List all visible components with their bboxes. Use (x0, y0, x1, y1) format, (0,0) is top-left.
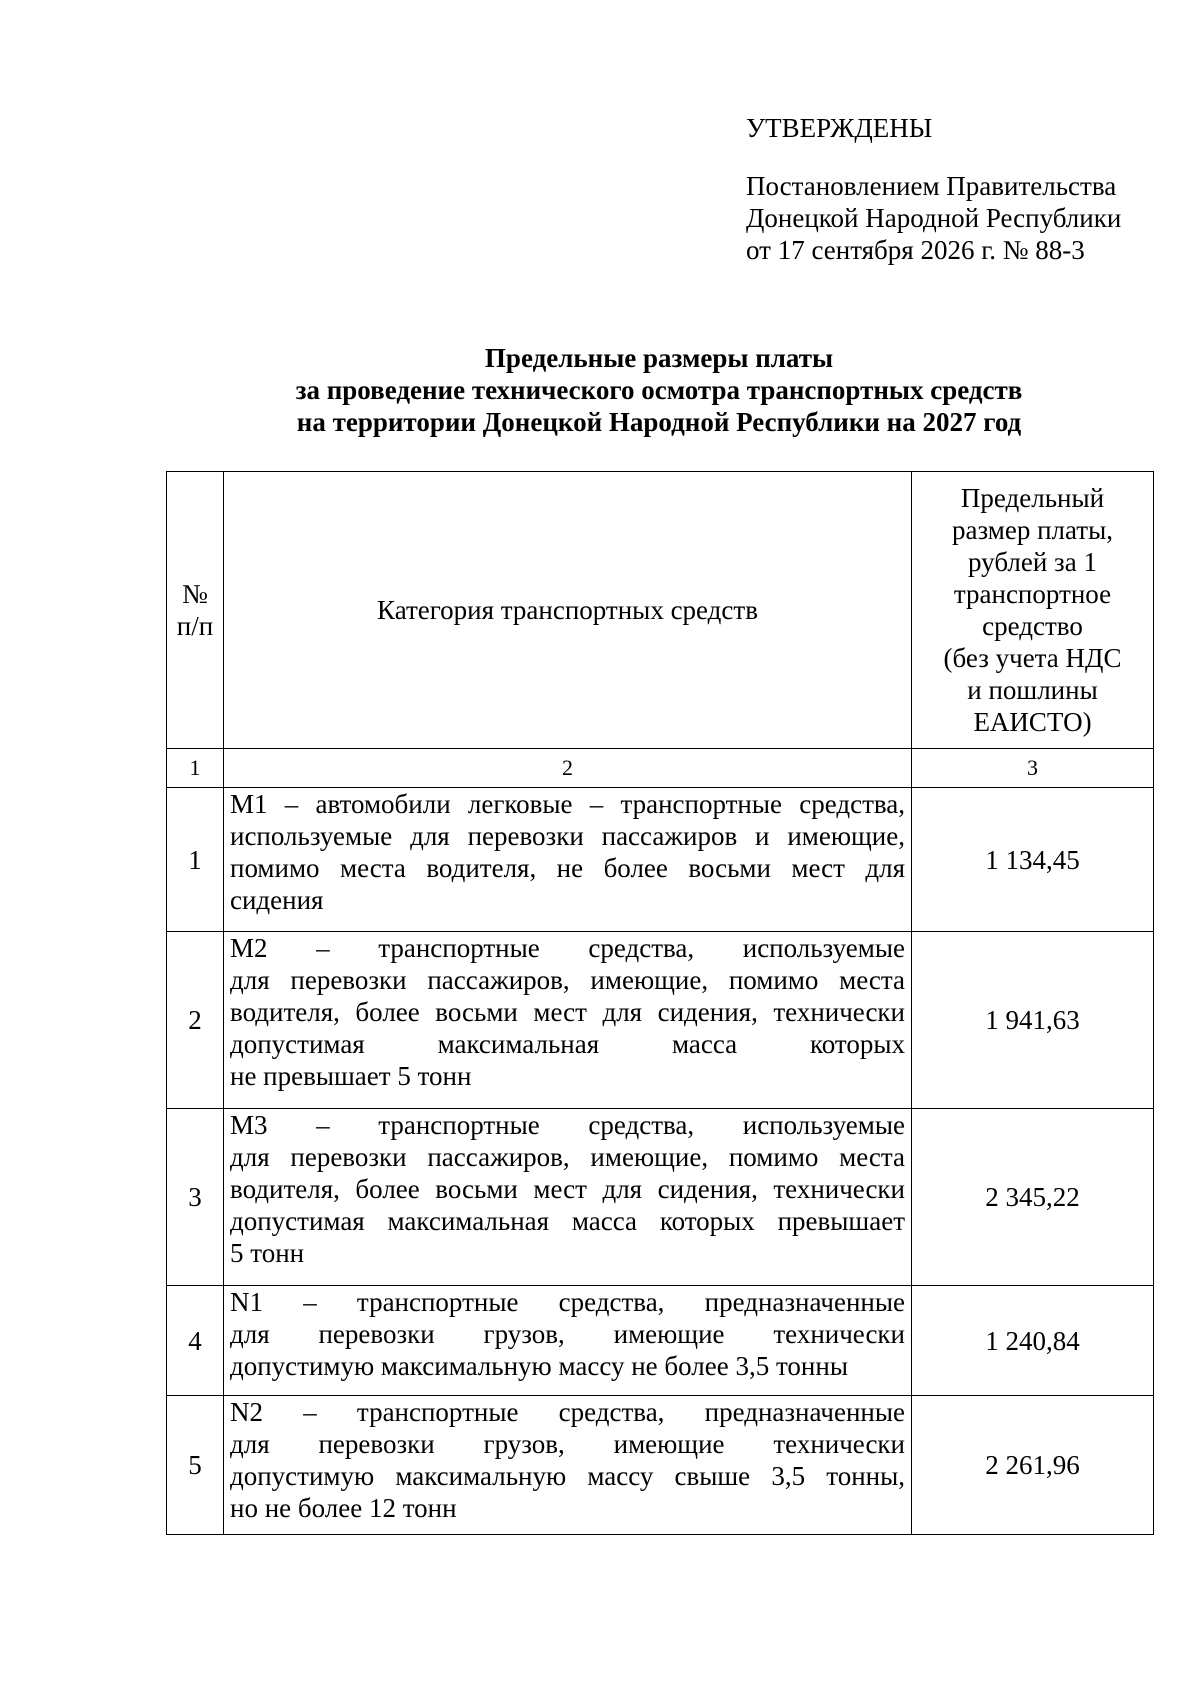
category-line: для перевозки пассажиров, имеющие, помимо места (230, 1142, 905, 1172)
table-row (167, 1286, 1154, 1396)
row-fee: 1 941,63 (912, 932, 1154, 1109)
header-fee-line: Предельный (960, 483, 1105, 513)
header-fee-line: средство (982, 611, 1083, 641)
category-line: допустимую максимальную массу свыше 3,5 тонны, (230, 1461, 905, 1491)
category-line: M1 – автомобили легковые – транспортные средства, (230, 789, 905, 819)
row-category (224, 788, 912, 932)
header-fee-line: рублей за 1 (968, 547, 1097, 577)
row-fee: 1 240,84 (912, 1286, 1154, 1396)
header-fee (912, 472, 1154, 749)
header-number-symbol: № (182, 579, 208, 609)
row-number: 2 (167, 932, 224, 1109)
header-number-abbr: п/п (176, 611, 214, 641)
header-fee-line: транспортное (953, 579, 1112, 609)
row-number: 5 (167, 1396, 224, 1535)
table-row (167, 1396, 1154, 1535)
column-index-cell: 2 (224, 749, 912, 788)
column-index-cell: 1 (167, 749, 224, 788)
category-line: M3 – транспортные средства, используемые (230, 1110, 905, 1140)
category-line: допустимую максимальную массу не более 3,5 тонны (230, 1351, 848, 1381)
category-line: 5 тонн (230, 1238, 305, 1268)
header-category: Категория транспортных средств (224, 472, 912, 749)
category-line: водителя, более восьми мест для сидения, технически (230, 997, 905, 1027)
row-fee: 1 134,45 (912, 788, 1154, 932)
document-title (166, 342, 1152, 438)
header-fee-line: (без учета НДС (943, 643, 1122, 673)
header-fee-line: и пошлины (967, 675, 1098, 705)
title-line-1: Предельные размеры платы (484, 343, 834, 373)
row-category (224, 1286, 912, 1396)
category-line: водителя, более восьми мест для сидения, технически (230, 1174, 905, 1204)
table-row (167, 788, 1154, 932)
row-fee: 2 261,96 (912, 1396, 1154, 1535)
row-fee: 2 345,22 (912, 1109, 1154, 1286)
category-line: допустимая максимальная масса которых (230, 1029, 905, 1059)
category-line: помимо места водителя, не более восьми мест для (230, 853, 905, 883)
category-line: N1 – транспортные средства, предназначенные (230, 1287, 905, 1317)
row-number: 3 (167, 1109, 224, 1286)
row-category (224, 1109, 912, 1286)
category-line: для перевозки грузов, имеющие технически (230, 1319, 905, 1349)
category-line: N2 – транспортные средства, предназначенные (230, 1397, 905, 1427)
table-row (167, 932, 1154, 1109)
row-category (224, 1396, 912, 1535)
header-fee-line: ЕАИСТО) (973, 707, 1092, 737)
approved-label: УТВЕРЖДЕНЫ (746, 113, 933, 143)
title-line-3: на территории Донецкой Народной Республики на 2027 год (296, 407, 1022, 437)
row-category (224, 932, 912, 1109)
header-number (167, 472, 224, 749)
fees-table (166, 471, 1154, 1535)
category-line: сидения (230, 885, 324, 915)
table-header-row (167, 472, 1154, 749)
category-line: допустимая максимальная масса которых превышает (230, 1206, 905, 1236)
approval-line-3: от 17 сентября 2026 г. № 88-3 (746, 235, 1085, 265)
category-line: но не более 12 тонн (230, 1493, 457, 1523)
row-number: 4 (167, 1286, 224, 1396)
approval-line-2: Донецкой Народной Республики (746, 203, 1122, 233)
approval-block (746, 112, 1121, 266)
title-line-2: за проведение технического осмотра транспортных средств (295, 375, 1023, 405)
column-index-cell: 3 (912, 749, 1154, 788)
row-number: 1 (167, 788, 224, 932)
approval-line-1: Постановлением Правительства (746, 171, 1117, 201)
table-row (167, 1109, 1154, 1286)
header-fee-line: размер платы, (952, 515, 1113, 545)
category-line: не превышает 5 тонн (230, 1061, 472, 1091)
column-index-row (167, 749, 1154, 788)
category-line: используемые для перевозки пассажиров и имеющие, (230, 821, 905, 851)
category-line: M2 – транспортные средства, используемые (230, 933, 905, 963)
category-line: для перевозки пассажиров, имеющие, помимо места (230, 965, 905, 995)
category-line: для перевозки грузов, имеющие технически (230, 1429, 905, 1459)
